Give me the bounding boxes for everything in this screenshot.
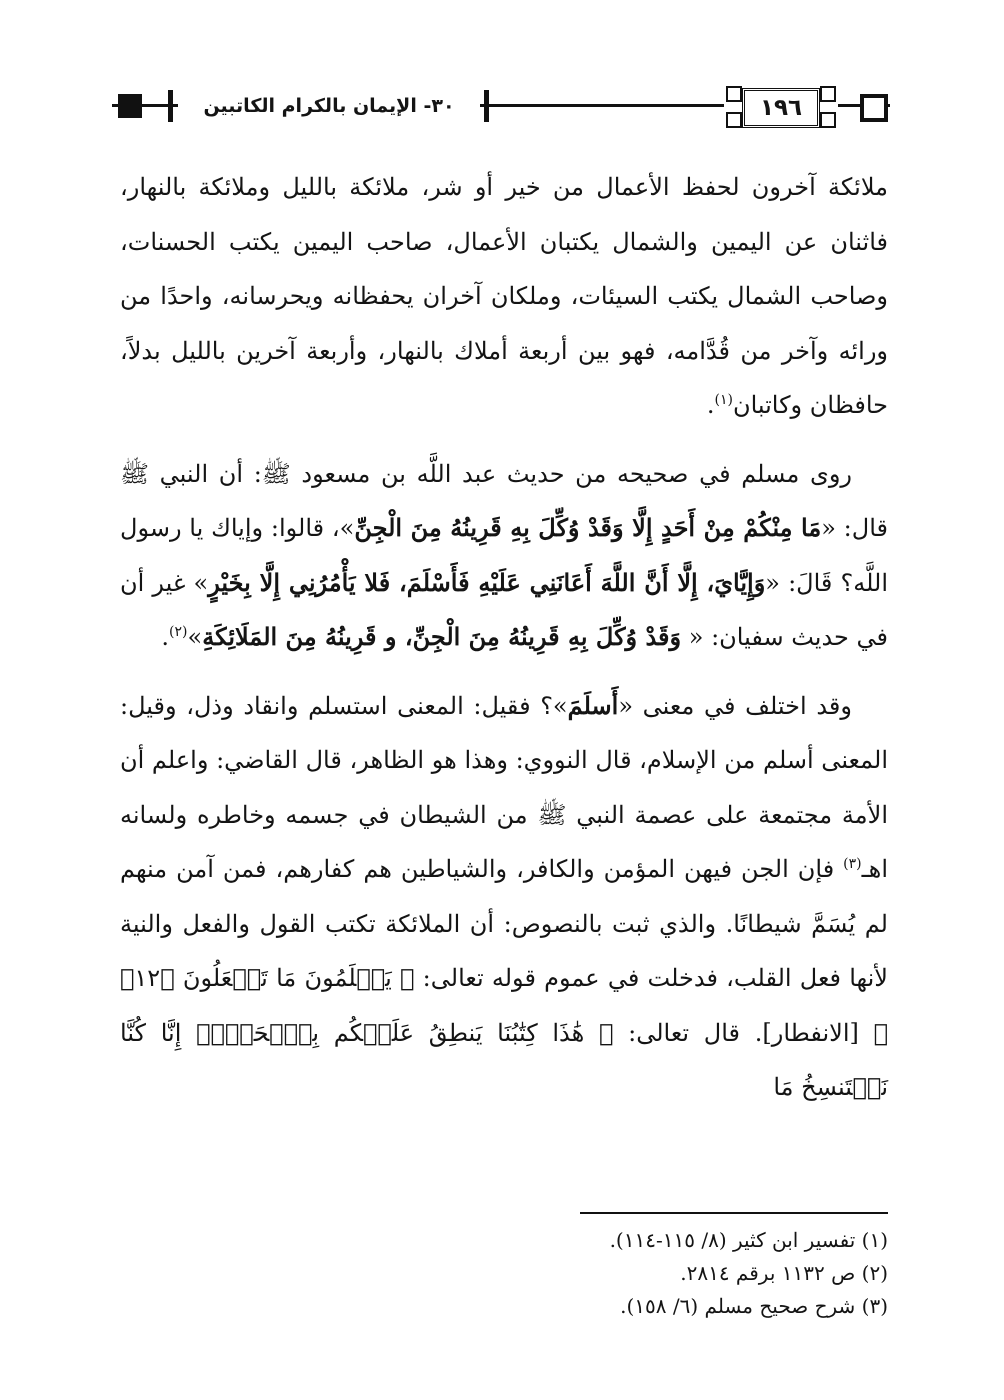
page-number: ١٩٦ bbox=[742, 88, 820, 128]
footnote: (٢) ص ١١٣٢ برقم ٢٨١٤. bbox=[680, 1261, 888, 1285]
header-end-block bbox=[118, 94, 142, 118]
frame-ornament bbox=[726, 112, 742, 128]
main-text bbox=[120, 160, 888, 1115]
text-run: ملائكة آخرون لحفظ الأعمال من خير أو شر، ملائكة بالليل وملائكة بالنهار، فاثنان عن اليمين والشمال يكتبان الأعمال، صاحب اليمين يكتب الحسنات، وصاحب الشمال يكتب السيئات، وملكان آخران يحفظانه ويحرسانه، واحدًا من ورائه وآخر من قُدَّامه، فهو بين أربعة أملاك بالنهار، وأربعة آخرين بالليل بدلاً، حافظان وكاتبان bbox=[120, 173, 888, 419]
footnote: (٣) شرح صحيح مسلم (٦/ ١٥٨). bbox=[620, 1294, 888, 1318]
text-run: »؟ فقيل: المعنى استسلم وانقاد وذل، وقيل: المعنى أسلم من الإسلام، قال النووي: وهذا هو الظاهر، قال القاضي: واعلم أن الأمة مجتمعة على عصمة النبي ﷺ من الشيطان في جسمه وخاطره ولسانه اهـ bbox=[120, 691, 889, 883]
paragraph bbox=[120, 447, 888, 665]
paragraph bbox=[120, 679, 888, 1115]
footnotes bbox=[460, 1224, 888, 1323]
footnote-ref: (٢) bbox=[169, 624, 188, 640]
page-number-frame bbox=[724, 82, 838, 130]
header-start-box bbox=[860, 94, 888, 122]
text-run: »، قالوا: وإياك يا رسول اللَّه؟ قَالَ: « bbox=[120, 514, 888, 597]
text-run: » غير أن في حديث سفيان: « bbox=[120, 568, 888, 651]
footnote-ref: (١) bbox=[714, 392, 733, 408]
hadith-text: مَا مِنْكُمْ مِنْ أَحَدٍ إِلَّا وَقَدْ وُكِّلَ بِهِ قَرِينُهُ مِنَ الْجِنِّ bbox=[354, 513, 822, 542]
header-divider bbox=[484, 90, 489, 122]
text-run: وقد اختلف في معنى « bbox=[618, 691, 852, 720]
page-header bbox=[112, 82, 890, 130]
frame-ornament bbox=[820, 112, 836, 128]
text-run: » bbox=[187, 623, 203, 651]
hadith-text: أَسلَمَ bbox=[567, 690, 619, 720]
header-divider bbox=[168, 90, 173, 122]
chapter-title: ٣٠- الإيمان بالكرام الكاتبين bbox=[178, 90, 480, 122]
hadith-text: وَقَدْ وُكِّلَ بِهِ قَرِينُهُ مِنَ الْجِنِّ، و قَرِينُهُ مِنَ المَلَائِكَةِ bbox=[202, 622, 682, 651]
footnote-separator bbox=[580, 1212, 888, 1214]
hadith-text: وَإِيَّايَ، إِلَّا أَنَّ اللَّهَ أَعَانَنِي عَلَيْهِ فَأَسْلَمَ، فَلا يَأْمُرُنِي إِلَّا بِخَيْرٍ bbox=[208, 567, 766, 597]
text-run: . bbox=[161, 623, 170, 651]
paragraph bbox=[120, 160, 888, 433]
text-run: روى مسلم في صحيحه من حديث عبد اللَّه بن مسعود ﷺ: أن النبي ﷺ قال: « bbox=[120, 459, 888, 542]
text-run: . bbox=[706, 391, 715, 419]
frame-ornament bbox=[726, 86, 742, 102]
footnote: (١) تفسير ابن كثير (٨/ ١١٥-١١٤). bbox=[609, 1228, 888, 1252]
frame-ornament bbox=[820, 86, 836, 102]
footnote-ref: (٣) bbox=[843, 856, 862, 872]
text-run: فإن الجن فيهن المؤمن والكافر، والشياطين هم كفارهم، فمن آمن منهم لم يُسَمَّ شيطانًا. والذي ثبت بالنصوص: أن الملائكة تكتب القول والفعل والنية لأنها فعل القلب، فدخلت في عموم قوله تعالى: ﴿ يَعۡلَمُونَ مَا تَفۡعَلُونَ ﴿١٢﴾ ﴾ [الانفطار]. قال تعالى: ﴿ هَٰذَا كِتَٰبُنَا يَنطِقُ عَلَيۡكُم بِٱلۡحَقِّۚ إِنَّا كُنَّا نَسۡتَنسِخُ مَا bbox=[120, 855, 888, 1101]
